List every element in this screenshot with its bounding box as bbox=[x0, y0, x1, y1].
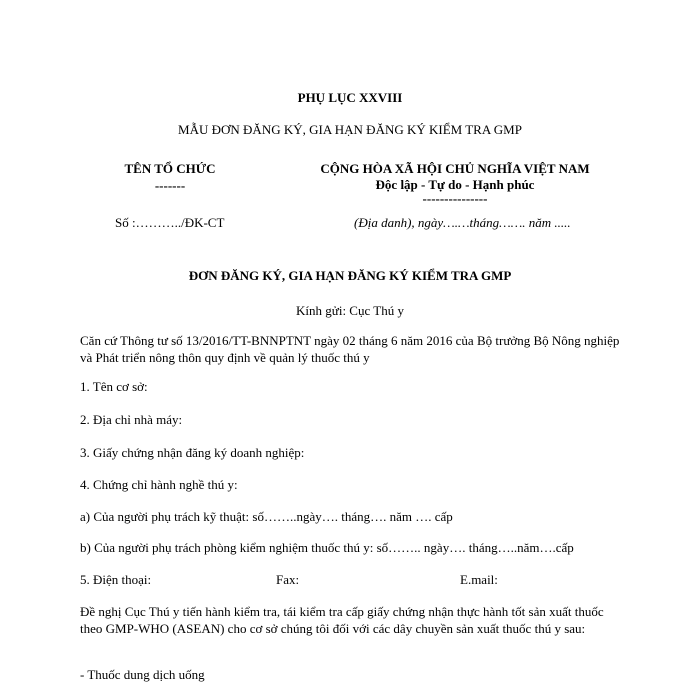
production-line-item: - Thuốc dung dịch uống bbox=[80, 667, 205, 682]
field-factory-address: 2. Địa chỉ nhà máy: bbox=[80, 412, 183, 427]
org-divider: ------- bbox=[154, 178, 186, 193]
field-facility-name: 1. Tên cơ sở: bbox=[80, 379, 148, 394]
field-phone: 5. Điện thoại: bbox=[80, 572, 152, 587]
field-business-registration: 3. Giấy chứng nhận đăng ký doanh nghiệp: bbox=[80, 445, 305, 460]
application-title: ĐƠN ĐĂNG KÝ, GIA HẠN ĐĂNG KÝ KIỂM TRA GMP bbox=[188, 268, 512, 283]
field-veterinary-license: 4. Chứng chỉ hành nghề thú y: bbox=[80, 477, 238, 492]
field-lab-manager-license: b) Của người phụ trách phòng kiểm nghiệm thuốc thú y: số…….. ngày…. tháng…..năm….cấp bbox=[80, 540, 574, 555]
motto: Độc lập - Tự do - Hạnh phúc bbox=[375, 177, 535, 192]
appendix-title: PHỤ LỤC XXVIII bbox=[297, 90, 403, 105]
field-technical-manager-license: a) Của người phụ trách kỹ thuật: số……..ngày…. tháng…. năm …. cấp bbox=[80, 509, 453, 524]
addressee: Kính gửi: Cục Thú y bbox=[296, 303, 404, 318]
field-email: E.mail: bbox=[460, 572, 498, 587]
place-date: (Địa danh), ngày….…tháng……. năm ..... bbox=[354, 215, 571, 230]
org-name: TÊN TỔ CHỨC bbox=[124, 161, 216, 176]
motto-divider: --------------- bbox=[422, 191, 488, 206]
legal-basis: Căn cứ Thông tư số 13/2016/TT-BNNPTNT ngày 02 tháng 6 năm 2016 của Bộ trưởng Bộ Nông nghiệp và Phát triển nông thôn quy định về quản lý thuốc thú y bbox=[80, 333, 620, 365]
form-title: MẪU ĐƠN ĐĂNG KÝ, GIA HẠN ĐĂNG KÝ KIỂM TRA GMP bbox=[178, 122, 522, 137]
field-fax: Fax: bbox=[276, 572, 300, 587]
document-number: Số :………../ĐK-CT bbox=[115, 215, 225, 230]
request-paragraph: Đề nghị Cục Thú y tiến hành kiểm tra, tái kiểm tra cấp giấy chứng nhận thực hành tốt sản xuất thuốc theo GMP-WHO (ASEAN) cho cơ sở chúng tôi đối với các dây chuyền sản xuất thuốc thú y sau: bbox=[80, 604, 604, 636]
country-name: CỘNG HÒA XÃ HỘI CHỦ NGHĨA VIỆT NAM bbox=[320, 161, 590, 176]
